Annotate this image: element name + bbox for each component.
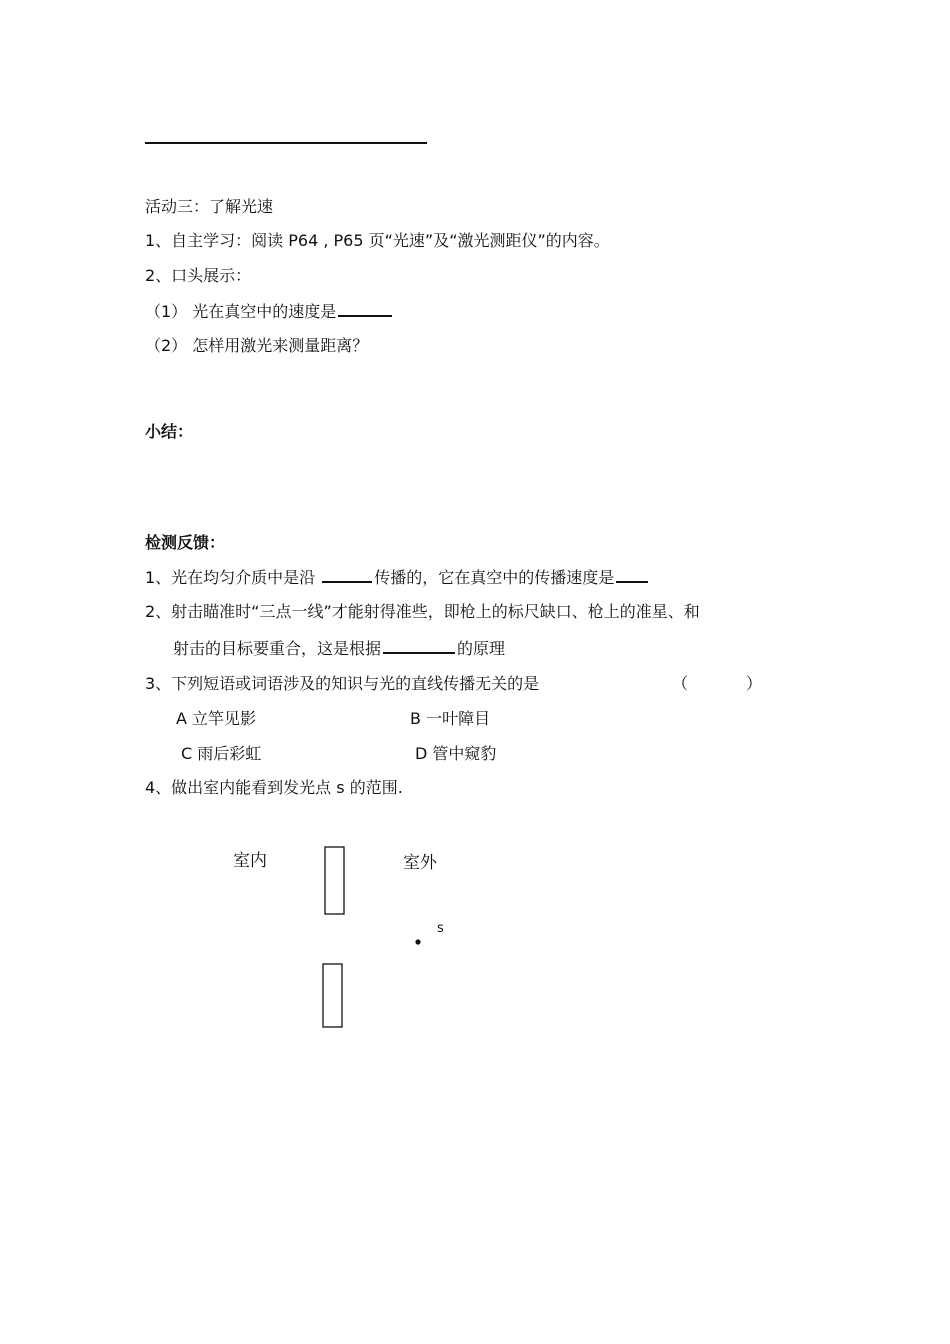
item-3-text: 3、下列短语或词语涉及的知识与光的直线传播无关的是	[145, 674, 540, 693]
question-1-text: （1） 光在真空中的速度是	[145, 302, 337, 321]
activity-question-2: （2） 怎样用激光来测量距离？	[145, 336, 369, 355]
wall-upper	[325, 847, 344, 914]
paren-close: ）	[746, 674, 763, 693]
option-b[interactable]: B 一叶障目	[410, 709, 491, 728]
summary-title: 小结：	[145, 422, 194, 441]
item-2-text-b: 的原理	[457, 639, 506, 658]
item-1-text-a: 1、光在均匀介质中是沿	[145, 568, 321, 587]
wall-lower	[323, 964, 342, 1027]
activity-title: 活动三：了解光速	[145, 197, 274, 216]
paren-open: （	[672, 674, 689, 693]
option-a[interactable]: A 立竿见影	[176, 709, 257, 728]
outdoor-label: 室外	[403, 853, 437, 873]
option-c[interactable]: C 雨后彩虹	[181, 744, 262, 763]
light-point-s	[415, 939, 420, 944]
option-d[interactable]: D 管中窥豹	[415, 744, 497, 763]
indoor-label: 室内	[233, 851, 267, 871]
item-1-text-b: 传播的，它在真空中的传播速度是	[374, 568, 615, 587]
activity-step-2: 2、口头展示：	[145, 266, 252, 285]
feedback-item-2-line-1: 2、射击瞄准时“三点一线”才能射得准些，即枪上的标尺缺口、枪上的准星、和	[145, 602, 700, 621]
point-s-label: s	[437, 921, 444, 936]
feedback-item-4: 4、做出室内能看到发光点 s 的范围.	[145, 778, 403, 797]
item-2-text-a: 射击的目标要重合，这是根据	[173, 639, 382, 658]
activity-step-1: 1、自主学习：阅读 P64 , P65 页“光速”及“激光测距仪”的内容。	[145, 231, 610, 250]
feedback-title: 检测反馈：	[145, 533, 226, 552]
